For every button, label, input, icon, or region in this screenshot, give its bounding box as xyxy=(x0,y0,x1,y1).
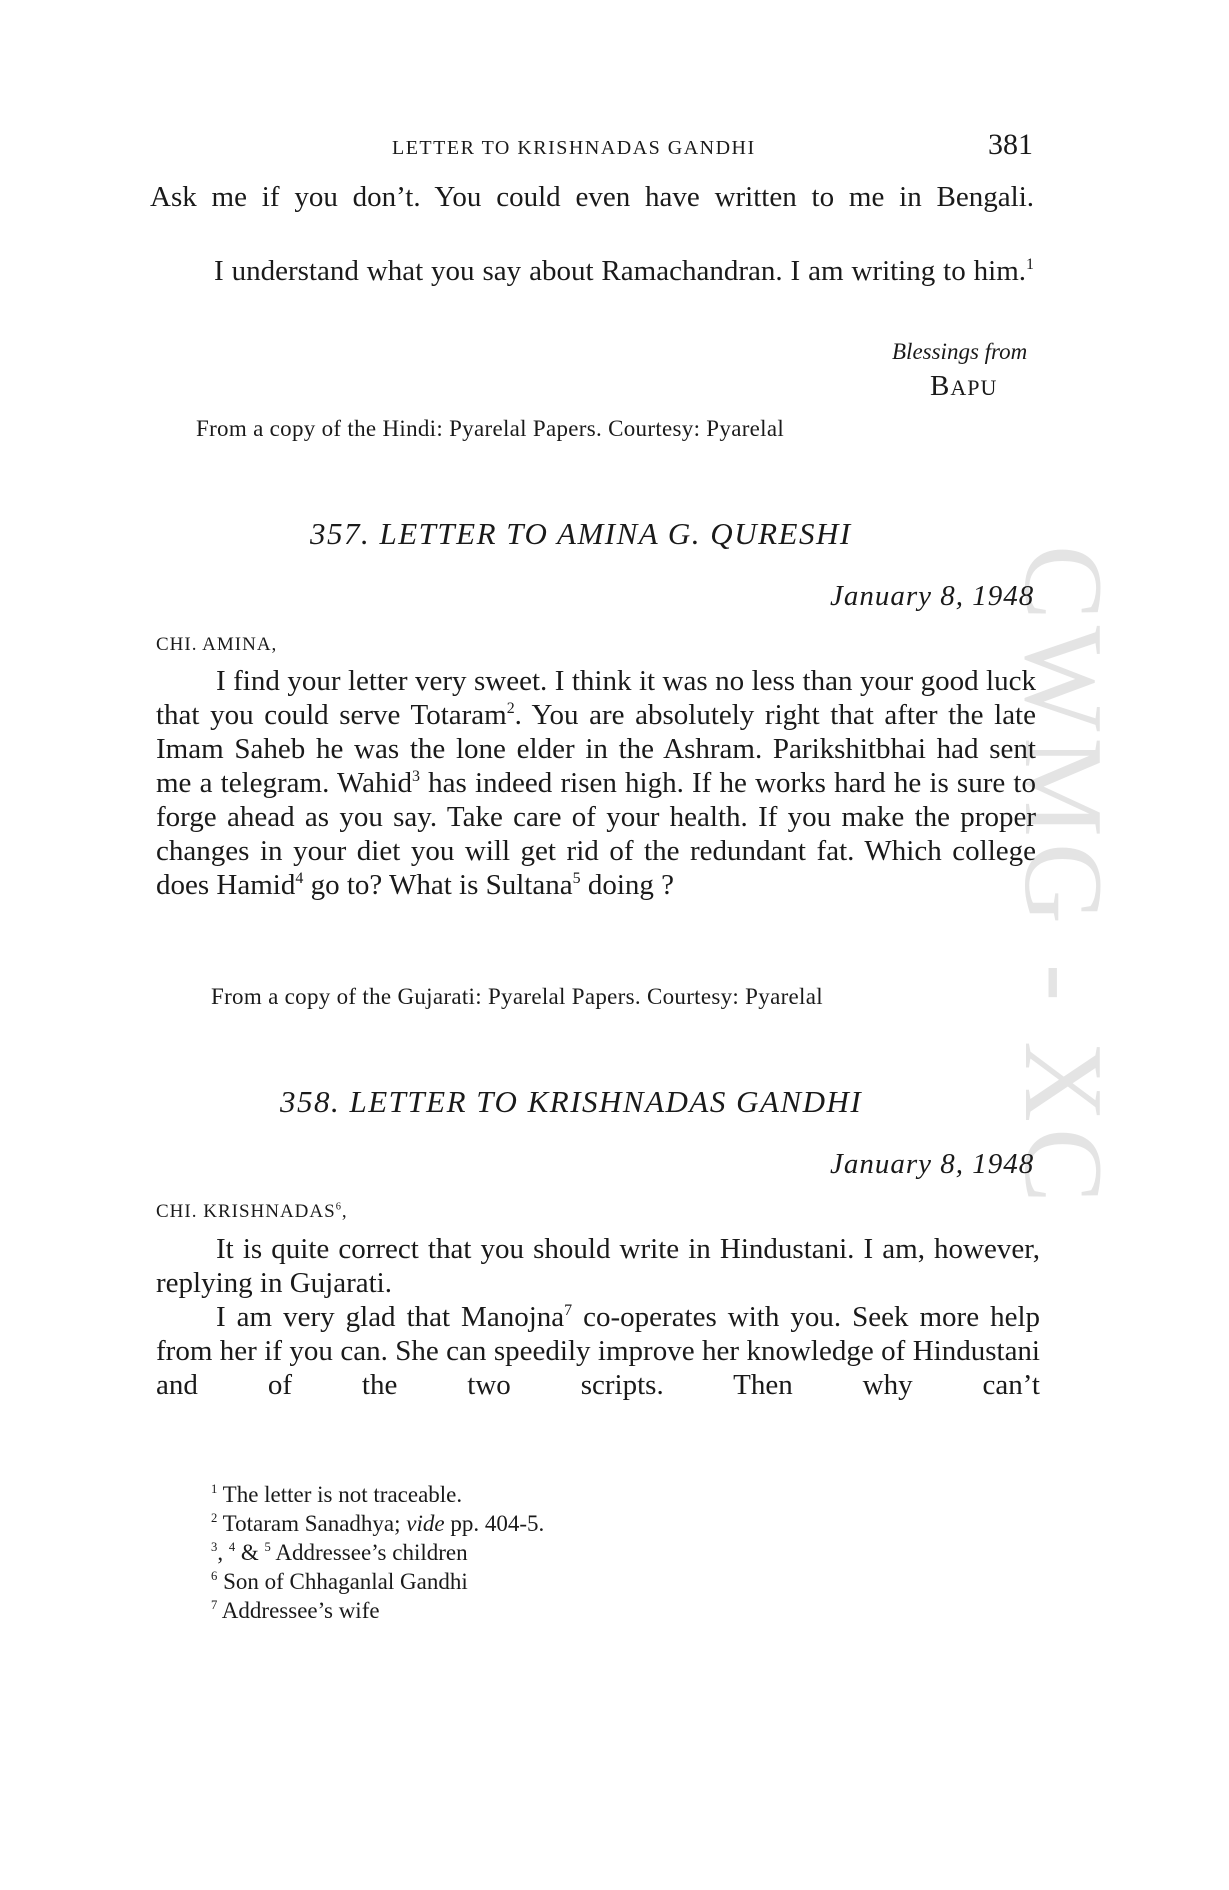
letter-357-salutation: CHI. AMINA, xyxy=(156,634,278,655)
signature xyxy=(930,370,997,403)
prev-letter-line1: Ask me if you don’t. You could even have written to me in Bengali. xyxy=(150,181,1034,213)
footnote-7-text: Addressee’s wife xyxy=(217,1598,380,1623)
letter-358-salutation-text: CHI. KRISHNADAS xyxy=(156,1201,336,1222)
letter-357-body xyxy=(156,664,1036,902)
letter-358-title: 358. LETTER TO KRISHNADAS GANDHI xyxy=(280,1084,863,1119)
prev-letter-para2-text: I understand what you say about Ramachandran. I am writing to him. xyxy=(214,255,1027,287)
footnote-2-text2: pp. 404-5. xyxy=(444,1511,545,1536)
letter-358-para2-b: co-operates with you. Seek more help from her if you can. She can speedily improve her knowledge of Hindustani and of the two scripts. Then why can’t xyxy=(156,1301,1040,1401)
source-note-hindi: From a copy of the Hindi: Pyarelal Papers. Courtesy: Pyarelal xyxy=(196,416,785,441)
footnote-4-mark: 4 xyxy=(228,1540,236,1555)
footnote-3-sep: , xyxy=(217,1540,229,1565)
footnote-1-mark: 1 xyxy=(211,1482,218,1497)
letter-357-body-c: has indeed risen high. If he works hard he is sure to forge ahead as you say. Take care of your health. If you make the proper changes in your diet you will get rid of the redundant fat. Which college does Hamid xyxy=(156,767,1036,901)
footnote-7-mark: 7 xyxy=(211,1598,218,1613)
signature-initial: B xyxy=(930,370,951,402)
letter-358-para1: It is quite correct that you should write in Hindustani. I am, however, replying in Gujarati. xyxy=(156,1233,1040,1299)
footnote-6-mark: 6 xyxy=(211,1569,218,1584)
footnote-ref-6: 6 xyxy=(335,1201,342,1213)
footnote-2-text: Totaram Sanadhya; xyxy=(217,1511,407,1536)
footnotes xyxy=(211,1480,544,1625)
letter-357-body-b: . You are absolutely right that after the late Imam Saheb he was the lone elder in the Ashram. Parikshitbhai had sent me a telegram. Wahid xyxy=(156,699,1036,799)
closing-blessings: Blessings from xyxy=(892,339,1028,364)
footnote-2-italic: vide xyxy=(406,1511,445,1536)
letter-357-body-a: I find your letter very sweet. I think it was no less than your good luck that you could serve Totaram xyxy=(156,665,1036,731)
letter-358-para2-a: I am very glad that Manojna xyxy=(216,1301,565,1333)
letter-357-body-d: go to? What is Sultana xyxy=(303,869,573,901)
footnote-2-mark: 2 xyxy=(211,1511,218,1526)
footnote-ref-2: 2 xyxy=(506,699,515,717)
letter-358-salutation xyxy=(156,1201,348,1223)
running-head: LETTER TO KRISHNADAS GANDHI xyxy=(392,137,756,159)
letter-357-body-e: doing ? xyxy=(580,869,675,901)
footnote-ref-4: 4 xyxy=(295,869,304,887)
source-note-gujarati: From a copy of the Gujarati: Pyarelal Papers. Courtesy: Pyarelal xyxy=(211,984,823,1009)
letter-357-title: 357. LETTER TO AMINA G. QURESHI xyxy=(310,516,852,551)
footnote-ref-1: 1 xyxy=(1026,255,1034,273)
footnote-3-5 xyxy=(211,1538,544,1567)
footnote-1-text: The letter is not traceable. xyxy=(217,1482,463,1507)
signature-rest: APU xyxy=(950,375,998,400)
footnote-3-mark: 3 xyxy=(211,1540,218,1555)
footnote-3-5-text: Addressee’s children xyxy=(270,1540,468,1565)
letter-358-salutation-end: , xyxy=(341,1201,348,1222)
footnote-2 xyxy=(211,1509,544,1538)
footnote-7 xyxy=(211,1596,544,1625)
footnote-ref-5: 5 xyxy=(572,869,581,887)
footnote-1 xyxy=(211,1480,544,1509)
page-number: 381 xyxy=(988,128,1033,161)
letter-358-para2 xyxy=(156,1300,1040,1402)
footnote-ref-3: 3 xyxy=(412,767,420,785)
letter-358-date: January 8, 1948 xyxy=(830,1148,1035,1180)
prev-letter-para2 xyxy=(150,254,1034,288)
footnote-ref-7: 7 xyxy=(564,1301,573,1319)
watermark: CWMG - XC xyxy=(1001,545,1125,1209)
footnote-5-mark: 5 xyxy=(264,1540,271,1555)
letter-357-date: January 8, 1948 xyxy=(830,580,1035,612)
footnote-6 xyxy=(211,1567,544,1596)
footnote-4-sep: & xyxy=(235,1540,265,1565)
footnote-6-text: Son of Chhaganlal Gandhi xyxy=(217,1569,468,1594)
